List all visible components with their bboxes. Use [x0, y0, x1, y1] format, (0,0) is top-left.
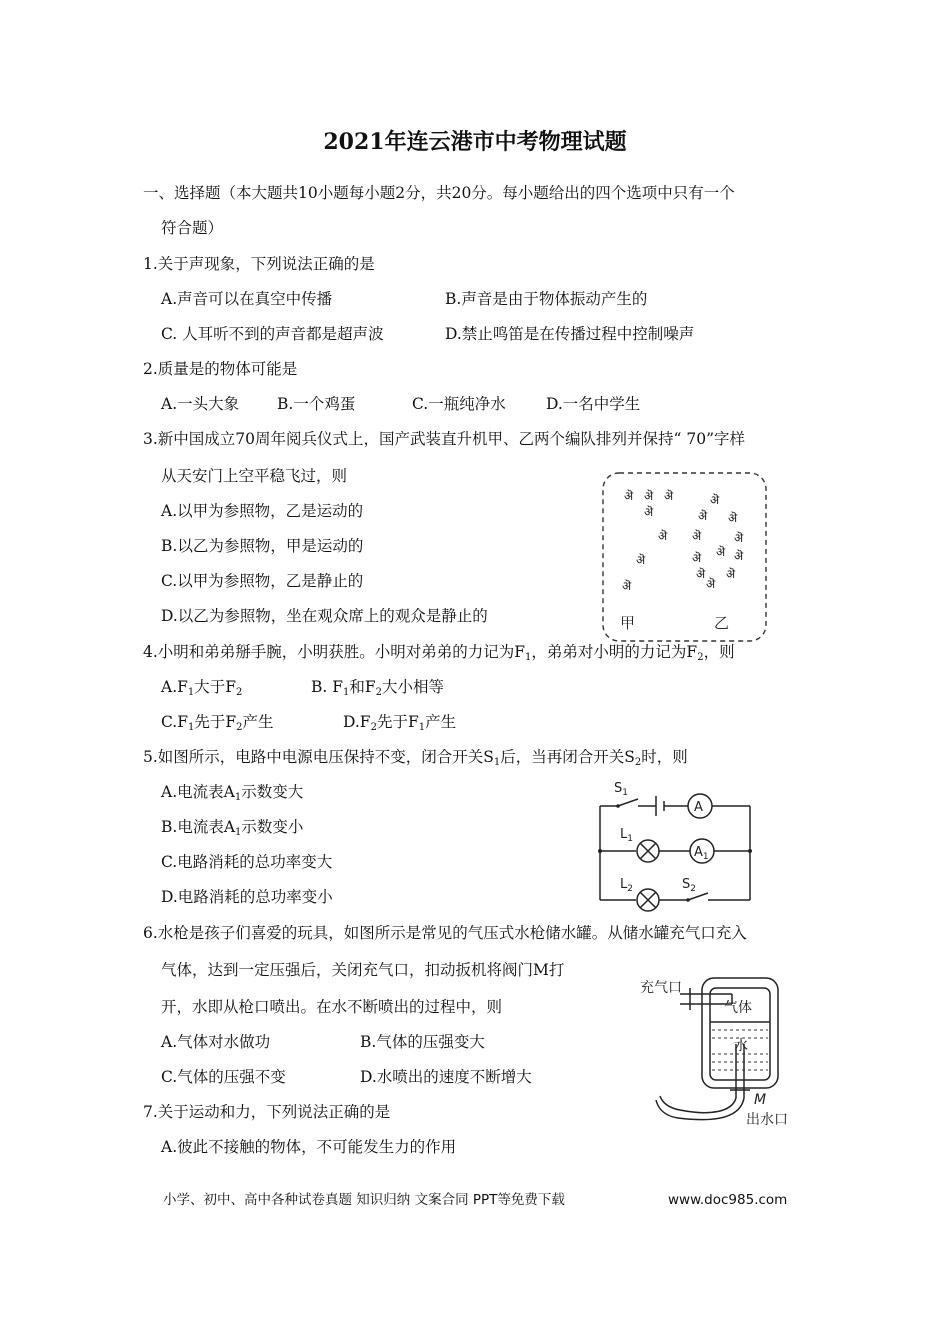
q3-option-b: B.以乙为参照物，甲是运动的 [161, 537, 364, 555]
q7-stem: 7.关于运动和力，下列说法正确的是 [143, 1103, 391, 1121]
svg-text:ऄ: ऄ [624, 489, 634, 503]
q1-option-c: C. 人耳听不到的声音都是超声波 [161, 325, 384, 343]
svg-text:ऄ: ऄ [710, 493, 720, 507]
footer-url[interactable]: www.doc985.com [668, 1192, 788, 1208]
svg-text:ऄ: ऄ [716, 545, 726, 559]
q2-option-b: B.一个鸡蛋 [277, 395, 356, 413]
q2-option-c: C.一瓶纯净水 [412, 395, 506, 413]
svg-text:ऄ: ऄ [692, 529, 702, 543]
q1-option-b: B.声音是由于物体振动产生的 [445, 290, 648, 308]
q6-stem-line3: 开，水即从枪口喷出。在水不断喷出的过程中，则 [161, 998, 503, 1016]
svg-text:ऄ: ऄ [692, 551, 702, 565]
switch-s2-label: $S_2$ [682, 877, 696, 894]
page-title: 2021年连云港市中考物理试题 [323, 129, 627, 155]
circuit-diagram [590, 778, 760, 918]
footer-text: 小学、初中、高中各种试卷真题 知识归纳 文案合同 PPT等免费下载 [163, 1192, 565, 1208]
helicopter-formation-figure [600, 470, 770, 645]
water-label: 水 [734, 1038, 748, 1054]
q5-option-d: D.电路消耗的总功率变小 [161, 888, 333, 906]
svg-text:ऄ: ऄ [726, 567, 736, 581]
ammeter-a1-label: $A_1$ [694, 845, 709, 862]
svg-text:ऄ: ऄ [734, 549, 744, 563]
svg-text:ऄ: ऄ [706, 577, 716, 591]
q6-option-b: B.气体的压强变大 [360, 1033, 485, 1051]
q6-stem-line1: 6.水枪是孩子们喜爱的玩具，如图所示是常见的气压式水枪储水罐。从储水罐充气口充入 [143, 924, 747, 942]
q3-option-c: C.以甲为参照物，乙是静止的 [161, 572, 364, 590]
svg-text:ऄ: ऄ [658, 529, 668, 543]
svg-text:ऄ: ऄ [664, 489, 674, 503]
outlet-label: 出水口 [746, 1112, 788, 1128]
q5-option-b: B.电流表$A_1$示数变小 [161, 818, 304, 838]
q2-option-a: A.一头大象 [161, 395, 240, 413]
q3-option-d: D.以乙为参照物，坐在观众席上的观众是静止的 [161, 607, 488, 625]
inlet-label: 充气口 [640, 980, 682, 996]
q5-option-a: A.电流表$A_1$示数变大 [161, 783, 304, 803]
q7-option-a: A.彼此不接触的物体，不可能发生力的作用 [161, 1138, 457, 1156]
svg-text:ऄ: ऄ [636, 553, 646, 567]
q5-stem: 5.如图所示，电路中电源电压保持不变，闭合开关$S_1$后，当再闭合开关$S_2$时，则 [143, 748, 688, 768]
q6-option-a: A.气体对水做功 [161, 1033, 271, 1051]
q3-stem-line2: 从天安门上空平稳飞过，则 [161, 467, 348, 485]
q2-option-d: D.一名中学生 [546, 395, 641, 413]
svg-text:ऄ: ऄ [696, 567, 706, 581]
q1-stem: 1.关于声现象，下列说法正确的是 [143, 255, 375, 273]
q6-stem-line2: 气体，达到一定压强后，关闭充气口，扣动扳机将阀门M打 [161, 961, 565, 979]
formation-label-yi: 乙 [714, 614, 730, 632]
gas-label: 气体 [724, 1000, 752, 1016]
svg-text:ऄ: ऄ [644, 505, 654, 519]
q1-option-a: A.声音可以在真空中传播 [161, 290, 333, 308]
section-heading-line2: 符合题） [161, 219, 224, 237]
q2-stem: 2.质量是的物体可能是 [143, 360, 298, 378]
q4-option-a: $A.F_1$大于$F_2$ [161, 678, 243, 698]
q6-option-c: C.气体的压强不变 [161, 1068, 286, 1086]
svg-text:ऄ: ऄ [644, 489, 654, 503]
svg-text:ऄ: ऄ [734, 531, 744, 545]
q4-option-c: $C.F_1$先于$F_2$产生 [161, 713, 274, 733]
ammeter-a-label: A [694, 800, 703, 815]
q3-option-a: A.以甲为参照物，乙是运动的 [161, 502, 364, 520]
q4-option-d: $D.F_2$先于$F_1$产生 [343, 713, 457, 733]
q5-option-c: C.电路消耗的总功率变大 [161, 853, 333, 871]
q1-option-d: D.禁止鸣笛是在传播过程中控制噪声 [445, 325, 695, 343]
q4-stem: 4.小明和弟弟掰手腕，小明获胜。小明对弟弟的力记为$F_1$，弟弟对小明的力记为$F_2$，则 [143, 643, 735, 663]
svg-text:ऄ: ऄ [728, 511, 738, 525]
water-tank-figure [640, 970, 810, 1130]
svg-text:ऄ: ऄ [622, 579, 632, 593]
svg-text:ऄ: ऄ [698, 509, 708, 523]
q4-option-b: B. $F_1$和$F_2$大小相等 [311, 678, 445, 698]
valve-m-label: M [754, 1092, 767, 1108]
q3-stem-line1: 3.新中国成立70周年阅兵仪式上，国产武装直升机甲、乙两个编队排列并保持“ 70”字样 [143, 430, 746, 448]
lamp-l2-label: $L_2$ [620, 877, 633, 894]
section-heading-line1: 一、选择题（本大题共10小题每小题2分，共20分。每小题给出的四个选项中只有一个 [143, 184, 735, 202]
switch-s1-label: $S_1$ [614, 781, 628, 798]
formation-label-jia: 甲 [620, 614, 636, 632]
lamp-l1-label: $L_1$ [620, 827, 633, 844]
q6-option-d: D.水喷出的速度不断增大 [360, 1068, 532, 1086]
